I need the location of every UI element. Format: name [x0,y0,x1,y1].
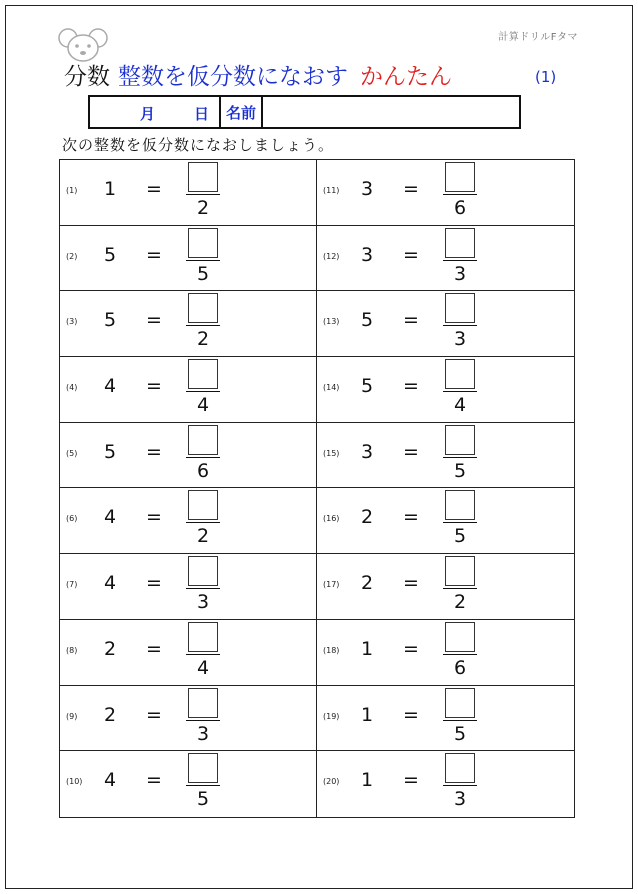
numerator-answer-box[interactable] [445,490,475,520]
fraction [186,228,220,288]
numerator-answer-box[interactable] [188,556,218,586]
fraction-bar [443,785,477,786]
numerator-answer-box[interactable] [188,688,218,718]
fraction [443,293,477,353]
problem-cell [317,357,574,423]
numerator-answer-box[interactable] [445,556,475,586]
numerator-answer-box[interactable] [445,293,475,323]
whole-number: 1 [104,178,117,200]
numerator-answer-box[interactable] [188,622,218,652]
fraction-bar [186,194,220,195]
problem-cell [60,554,317,620]
equals-sign: = [146,309,162,332]
instruction-text: 次の整数を仮分数になおしましょう。 [62,136,335,154]
equals-sign: = [146,178,162,200]
numerator-answer-box[interactable] [445,425,475,455]
problem-cell [60,357,317,423]
equals-sign: = [146,572,162,595]
whole-number: 5 [104,440,117,463]
denominator: 4 [453,394,467,417]
fraction-bar [186,588,220,589]
fraction [443,228,477,288]
equals-sign: = [403,572,419,595]
fraction-bar [186,522,220,523]
equals-sign: = [146,243,162,266]
denominator: 3 [453,262,467,285]
fraction [443,556,477,616]
equals-sign: = [403,506,419,529]
fraction [186,359,220,419]
whole-number: 5 [104,243,117,266]
problem-number: (1) [66,186,78,195]
whole-number: 4 [104,769,117,792]
problem-number: (17) [323,580,340,590]
fraction-bar [186,260,220,261]
problem-cell [60,291,317,357]
numerator-answer-box[interactable] [445,622,475,652]
equals-sign: = [403,637,419,660]
fraction [186,490,220,550]
whole-number: 1 [361,703,374,726]
numerator-answer-box[interactable] [188,162,218,192]
whole-number: 1 [361,637,374,660]
problem-number: (10) [66,777,83,787]
fraction-bar [443,588,477,589]
numerator-answer-box[interactable] [445,228,475,258]
denominator: 3 [196,722,210,745]
numerator-answer-box[interactable] [188,490,218,520]
day-label: 日 [194,105,210,123]
numerator-answer-box[interactable] [445,359,475,389]
name-date-box [88,95,521,129]
equals-sign: = [403,703,419,726]
equals-sign: = [403,243,419,266]
fraction-bar [443,391,477,392]
problem-number: (18) [323,645,340,655]
denominator: 2 [196,328,210,351]
problem-number: (20) [323,777,340,787]
equals-sign: = [403,178,419,200]
whole-number: 4 [104,506,117,529]
equals-sign: = [146,440,162,463]
title-subject: 分数 [64,64,110,90]
problem-number: (11) [323,186,340,195]
fraction [443,359,477,419]
fraction [443,622,477,682]
title-level: かんたん [360,64,452,90]
whole-number: 4 [104,375,117,398]
whole-number: 5 [104,309,117,332]
numerator-answer-box[interactable] [188,228,218,258]
denominator: 2 [196,525,210,548]
denominator: 4 [196,394,210,417]
problem-number: (6) [66,514,78,524]
whole-number: 3 [361,243,374,266]
fraction-bar [443,457,477,458]
fraction-bar [443,325,477,326]
whole-number: 2 [361,506,374,529]
denominator: 6 [453,656,467,679]
title-topic: 整数を仮分数になおす [118,64,348,90]
problem-number: (2) [66,251,78,261]
date-field[interactable] [90,97,221,127]
name-field[interactable] [263,97,519,127]
whole-number: 2 [104,703,117,726]
problem-number: (16) [323,514,340,524]
problem-number: (13) [323,317,340,327]
problem-number: (3) [66,317,78,327]
fraction [186,293,220,353]
whole-number: 5 [361,309,374,332]
equals-sign: = [146,375,162,398]
fraction [443,753,477,813]
fraction-bar [186,654,220,655]
fraction [186,688,220,748]
denominator: 5 [196,262,210,285]
name-label: 名前 [221,97,263,127]
problem-number: (7) [66,580,78,590]
problem-cell [60,751,317,817]
fraction [443,425,477,485]
denominator: 3 [453,788,467,811]
problem-number: (8) [66,645,78,655]
problem-number: (14) [323,383,340,393]
problem-cell [60,488,317,554]
fraction [186,425,220,485]
whole-number: 1 [361,769,374,792]
fraction-bar [186,391,220,392]
denominator: 6 [453,197,467,219]
equals-sign: = [146,506,162,529]
problem-number: (15) [323,448,340,458]
problem-cell [317,751,574,817]
denominator: 5 [196,788,210,811]
whole-number: 3 [361,178,374,200]
fraction-bar [186,325,220,326]
fraction-bar [443,260,477,261]
whole-number: 2 [361,572,374,595]
fraction [186,622,220,682]
denominator: 3 [453,328,467,351]
brand-text: 計算ドリルFタマ [498,32,578,43]
problem-number: (4) [66,383,78,393]
whole-number: 2 [104,637,117,660]
fraction-bar [186,720,220,721]
equals-sign: = [146,769,162,792]
problem-cell [317,423,574,489]
fraction-bar [443,194,477,195]
mouse-logo-icon [58,24,108,64]
fraction [443,162,477,222]
denominator: 3 [196,591,210,614]
problem-cell [317,488,574,554]
numerator-answer-box[interactable] [445,688,475,718]
equals-sign: = [403,309,419,332]
problem-cell [60,226,317,292]
problem-cell [317,554,574,620]
equals-sign: = [403,375,419,398]
whole-number: 3 [361,440,374,463]
problem-number: (9) [66,711,78,721]
denominator: 5 [453,459,467,482]
numerator-answer-box[interactable] [188,753,218,783]
fraction [186,162,220,222]
fraction-bar [443,720,477,721]
denominator: 2 [196,197,210,219]
equals-sign: = [403,440,419,463]
problem-cell [60,686,317,752]
fraction-bar [443,654,477,655]
numerator-answer-box[interactable] [188,425,218,455]
problem-cell [60,160,317,226]
denominator: 2 [453,591,467,614]
denominator: 6 [196,459,210,482]
problem-cell [60,620,317,686]
numerator-answer-box[interactable] [188,359,218,389]
fraction [443,490,477,550]
numerator-answer-box[interactable] [188,293,218,323]
problem-cell [317,620,574,686]
month-label: 月 [140,105,156,123]
fraction-bar [443,522,477,523]
problem-cell [317,686,574,752]
problem-cell [60,423,317,489]
problem-grid [59,159,575,818]
page-title [64,62,452,92]
denominator: 4 [196,656,210,679]
numerator-answer-box[interactable] [445,753,475,783]
denominator: 5 [453,722,467,745]
problem-cell [317,160,574,226]
title-number: (1) [535,68,557,86]
whole-number: 4 [104,572,117,595]
problem-cell [317,291,574,357]
fraction [186,753,220,813]
fraction [443,688,477,748]
problem-number: (5) [66,448,78,458]
fraction [186,556,220,616]
equals-sign: = [146,703,162,726]
numerator-answer-box[interactable] [445,162,475,192]
fraction-bar [186,457,220,458]
problem-cell [317,226,574,292]
equals-sign: = [403,769,419,792]
problem-number: (12) [323,251,340,261]
problem-number: (19) [323,711,340,721]
fraction-bar [186,785,220,786]
equals-sign: = [146,637,162,660]
denominator: 5 [453,525,467,548]
whole-number: 5 [361,375,374,398]
